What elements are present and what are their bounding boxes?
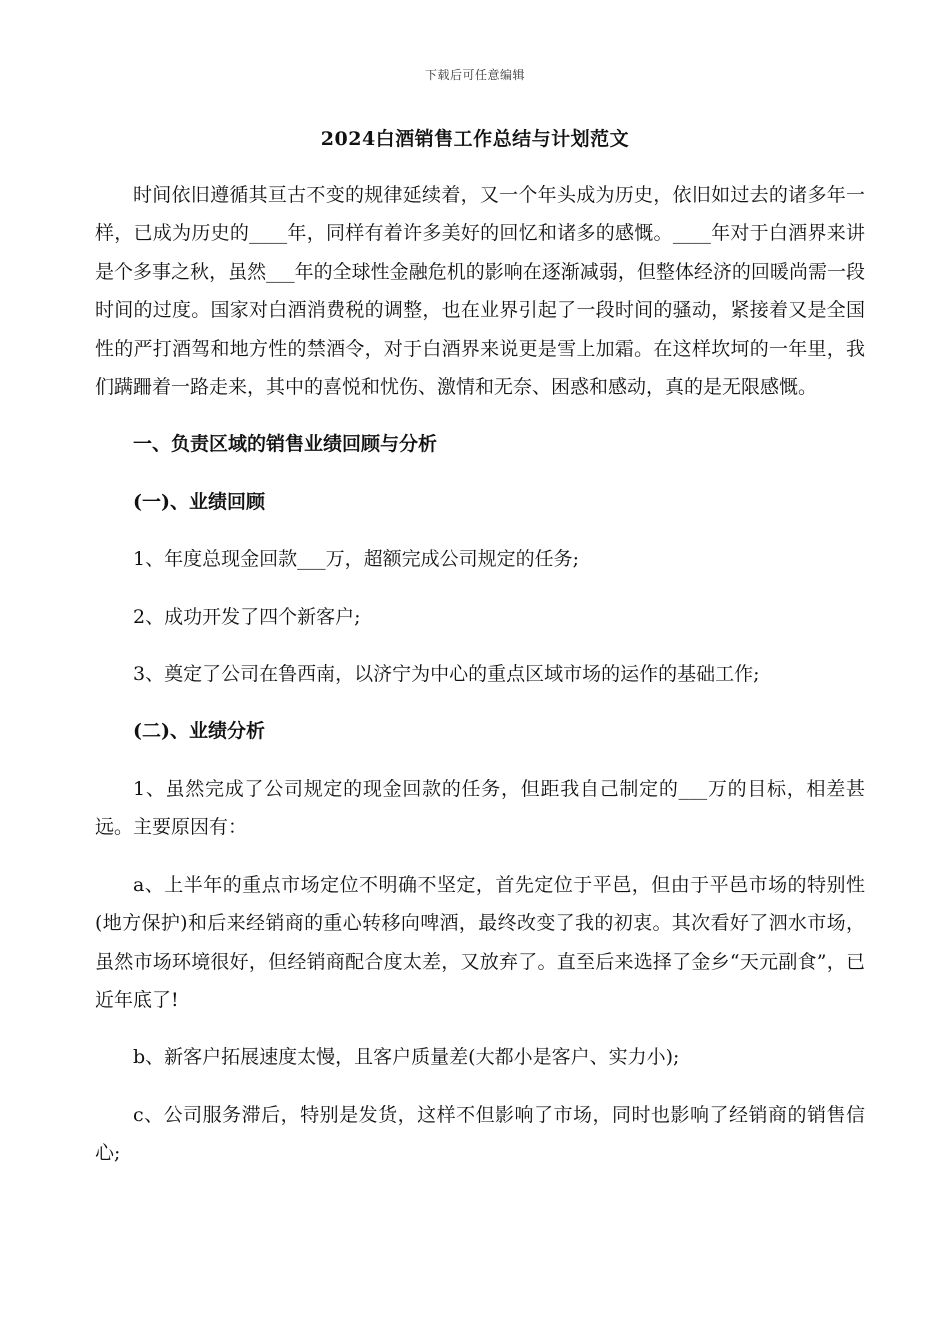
- subsection-heading-analysis: (二)、业绩分析: [133, 720, 265, 743]
- analysis-paragraph: c、公司服务滞后，特别是发货，这样不但影响了市场，同时也影响了经销商的销售信心;: [95, 1103, 865, 1165]
- header-note: 下载后可任意编辑: [424, 68, 525, 82]
- subsection-heading-review: (一)、业绩回顾: [133, 490, 265, 513]
- review-item: 3、奠定了公司在鲁西南，以济宁为中心的重点区域市场的运作的基础工作;: [133, 663, 760, 686]
- section-heading: 一、负责区域的销售业绩回顾与分析: [133, 433, 438, 456]
- document-body: [95, 176, 865, 1173]
- analysis-paragraph: 1、虽然完成了公司规定的现金回款的任务，但距我自己制定的___万的目标，相差甚远。主要原因有：: [95, 777, 865, 839]
- analysis-paragraph: a、上半年的重点市场定位不明确不坚定，首先定位于平邑，但由于平邑市场的特别性(地方保护)和后来经销商的重心转移向啤酒，最终改变了我的初衷。其次看好了泗水市场，虽然市场环境很好，但经销商配合度太差，又放弃了。直至后来选择了金乡“天元副食”，已近年底了!: [95, 873, 865, 1011]
- analysis-paragraph: b、新客户拓展速度太慢，且客户质量差(大都小是客户、实力小);: [133, 1046, 680, 1069]
- intro-paragraph: 时间依旧遵循其亘古不变的规律延续着，又一个年头成为历史，依旧如过去的诸多年一样，已成为历史的____年，同样有着许多美好的回忆和诸多的感慨。____年对于白酒界来讲是个多事之秋，虽然___年的全球性金融危机的影响在逐渐减弱，但整体经济的回暖尚需一段时间的过度。国家对白酒消费税的调整，也在业界引起了一段时间的骚动，紧接着又是全国性的严打酒驾和地方性的禁酒令，对于白酒界来说更是雪上加霜。在这样坎坷的一年里，我们蹒跚着一路走来，其中的喜悦和忧伤、激情和无奈、困惑和感动，真的是无限感慨。: [95, 184, 865, 399]
- document-title: 2024白酒销售工作总结与计划范文: [320, 128, 630, 150]
- review-item: 1、年度总现金回款___万，超额完成公司规定的任务;: [133, 548, 579, 571]
- review-item: 2、成功开发了四个新客户;: [133, 605, 361, 628]
